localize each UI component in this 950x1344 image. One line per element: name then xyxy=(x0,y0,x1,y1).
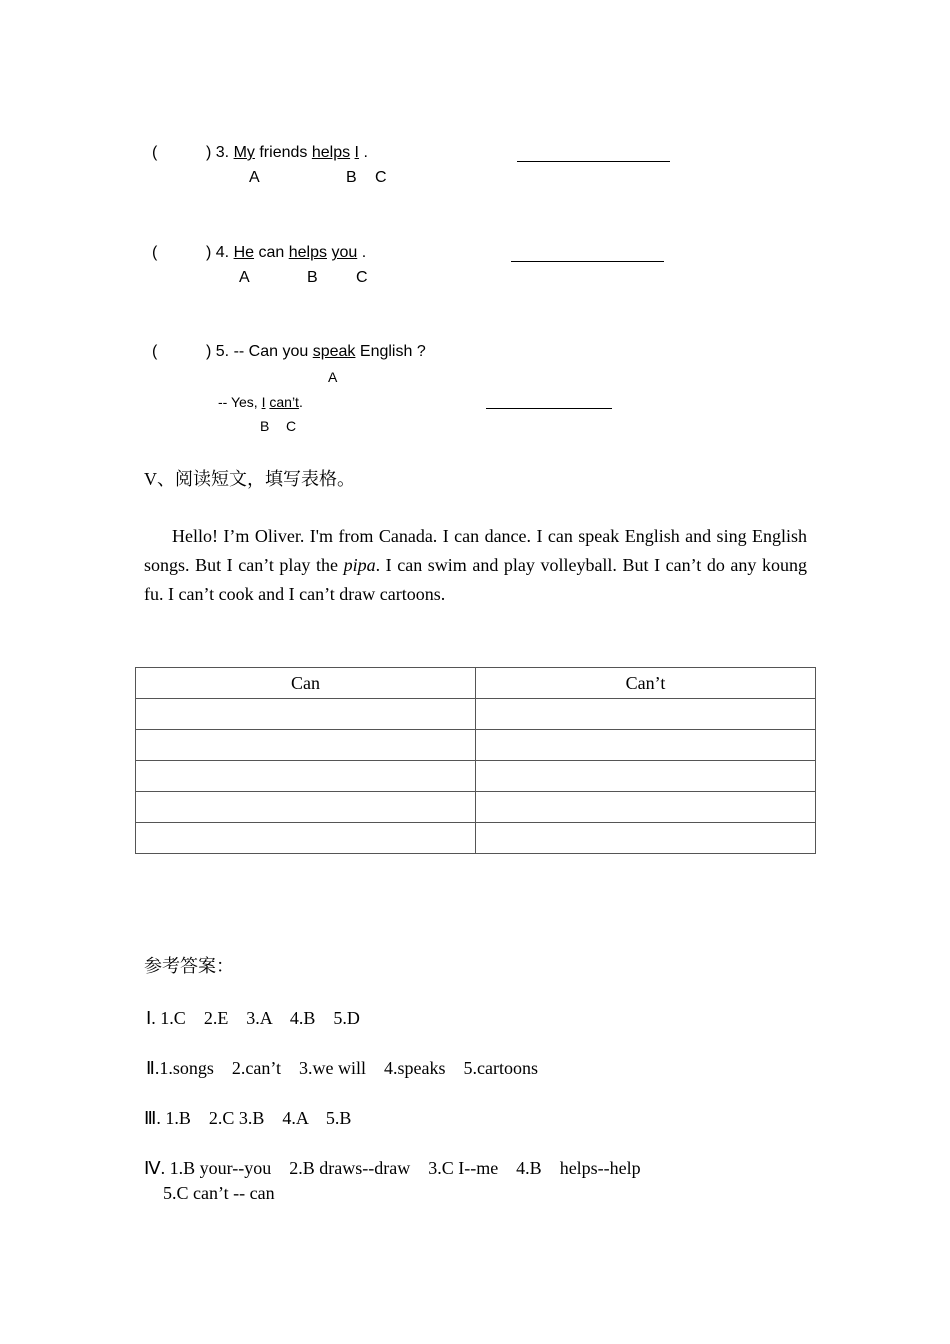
q5-open-paren: ( xyxy=(152,343,158,360)
q4-end: . xyxy=(361,244,367,261)
q5-text-pre: -- Can you xyxy=(233,343,309,360)
q4-sentence xyxy=(206,244,366,262)
q3-answer-blank[interactable] xyxy=(517,161,670,162)
answers-part-3: Ⅲ. 1.B 2.C 3.B 4.A 5.B xyxy=(144,1108,352,1128)
q4-open-paren: ( xyxy=(152,244,158,261)
passage-part-1: Hello! I’m Oliver. I'm from Canada. I can dance. I can speak English and sing English songs. But I can’t play the xyxy=(144,526,807,575)
table-cell-can[interactable] xyxy=(136,761,476,792)
table-cell-can[interactable] xyxy=(136,699,476,730)
q3-end: . xyxy=(363,144,368,161)
q5-response xyxy=(218,394,303,410)
q5-number: ) 5. xyxy=(206,343,230,360)
q4-word-c: you xyxy=(331,244,358,261)
q4-number: ) 4. xyxy=(206,244,230,261)
q5-response-end: . xyxy=(298,394,303,410)
q4-label-a: A xyxy=(239,269,250,286)
q5-label-a: A xyxy=(328,369,338,385)
q3-word-c: I xyxy=(354,144,359,161)
can-cant-table xyxy=(135,667,816,854)
table-row xyxy=(136,823,816,854)
answers-heading: 参考答案： xyxy=(144,956,234,976)
q5-word-c: can’t xyxy=(269,394,299,410)
table-cell-cant[interactable] xyxy=(476,823,816,854)
section-5-heading: V、阅读短文，填写表格。 xyxy=(144,469,355,489)
table-cell-can[interactable] xyxy=(136,823,476,854)
answers-part-2: Ⅱ.1.songs 2.can’t 3.we will 4.speaks 5.cartoons xyxy=(146,1058,538,1078)
q3-word-a: My xyxy=(233,144,255,161)
passage-part-2: . I can swim and play volleyball. But I can’t do any koung fu. I can’t cook and I can’t draw cartoons. xyxy=(144,555,807,604)
q5-label-b: B xyxy=(260,418,270,434)
table-cell-cant[interactable] xyxy=(476,761,816,792)
q4-word-a: He xyxy=(233,244,255,261)
q3-label-b: B xyxy=(346,169,357,186)
q4-text: can xyxy=(258,244,285,261)
q4-label-c: C xyxy=(356,269,368,286)
answers-part-1: Ⅰ. 1.C 2.E 3.A 4.B 5.D xyxy=(146,1008,360,1028)
q3-sentence xyxy=(206,144,368,162)
q3-label-c: C xyxy=(375,169,387,186)
table-cell-cant[interactable] xyxy=(476,699,816,730)
table-header-row xyxy=(136,668,816,699)
table-header-can: Can xyxy=(136,668,476,699)
q3-text: friends xyxy=(259,144,308,161)
reading-passage xyxy=(144,522,807,609)
table-row xyxy=(136,761,816,792)
q5-label-c: C xyxy=(286,418,297,434)
table-header-cant: Can’t xyxy=(476,668,816,699)
q3-word-b: helps xyxy=(311,144,351,161)
q3-label-a: A xyxy=(249,169,260,186)
answers-part-4-cont: 5.C can’t -- can xyxy=(163,1183,275,1203)
q4-word-b: helps xyxy=(288,244,327,261)
table-cell-can[interactable] xyxy=(136,730,476,761)
table-row xyxy=(136,699,816,730)
q4-label-b: B xyxy=(307,269,318,286)
q3-number: ) 3. xyxy=(206,144,230,161)
q5-word-a: speak xyxy=(312,343,356,360)
q5-word-b: I xyxy=(261,394,266,410)
q5-response-pre: -- Yes, xyxy=(218,394,258,410)
table-row xyxy=(136,792,816,823)
table-cell-cant[interactable] xyxy=(476,730,816,761)
table-cell-cant[interactable] xyxy=(476,792,816,823)
q3-open-paren: ( xyxy=(152,144,158,161)
answers-part-4: Ⅳ. 1.B your--you 2.B draws--draw 3.C I--me 4.B helps--help xyxy=(144,1158,641,1178)
table-row xyxy=(136,730,816,761)
q5-sentence xyxy=(206,343,426,361)
q5-text-post: English ? xyxy=(359,343,426,360)
q4-answer-blank[interactable] xyxy=(511,261,664,262)
table-cell-can[interactable] xyxy=(136,792,476,823)
passage-italic-word: pipa xyxy=(343,555,376,575)
q5-answer-blank[interactable] xyxy=(486,408,612,409)
